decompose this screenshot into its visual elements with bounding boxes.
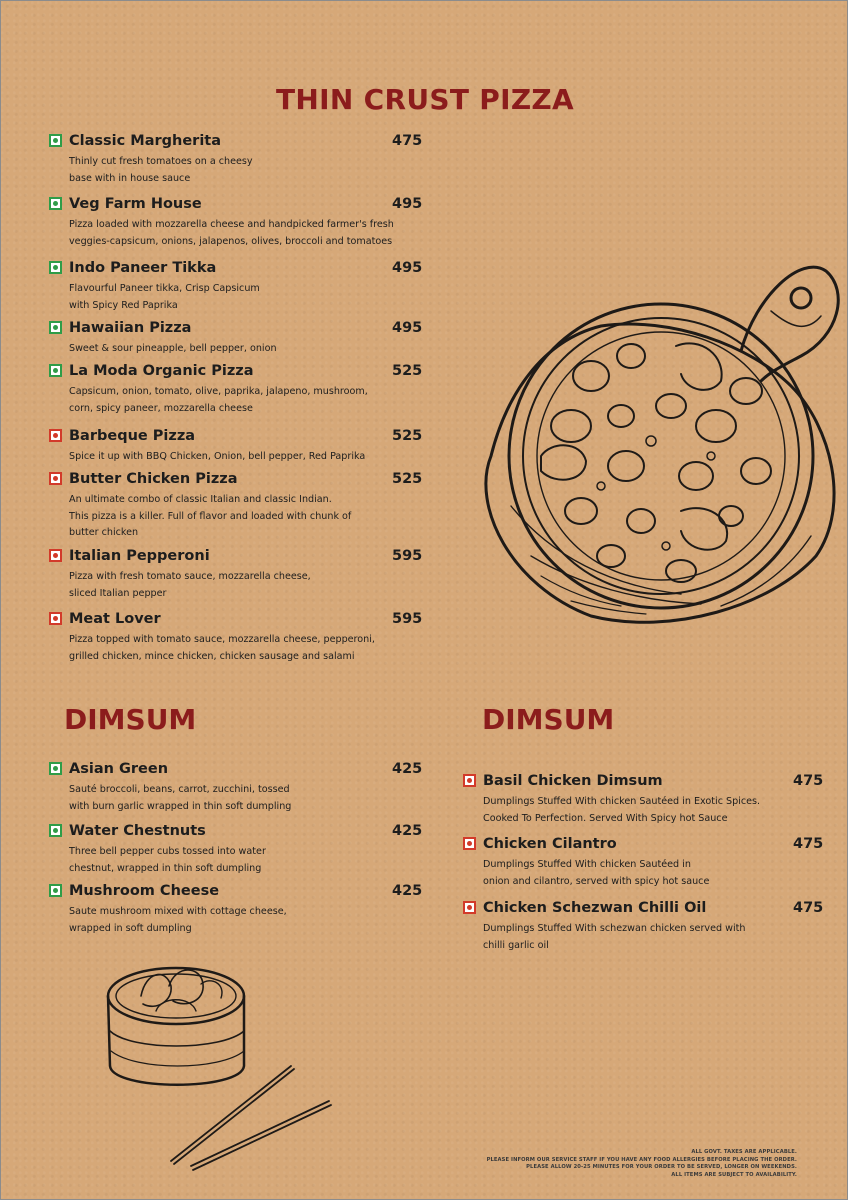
menu-item-description [69, 341, 277, 358]
menu-item-header [49, 428, 423, 448]
pizza-on-board-illustration [471, 256, 848, 638]
menu-item-header [49, 260, 423, 280]
menu-item-description-line: chestnut, wrapped in thin soft dumpling [69, 862, 262, 874]
menu-item-price: 475 [793, 900, 824, 916]
menu-item-name: Classic Margherita [69, 133, 222, 149]
menu-item [49, 260, 423, 314]
non-veg-indicator-icon [49, 472, 62, 485]
menu-item-price: 495 [392, 196, 423, 212]
menu-item-description-line: grilled chicken, mince chicken, chicken sausage and salami [69, 650, 355, 662]
menu-item-name: Mushroom Cheese [69, 883, 220, 899]
menu-item [49, 761, 423, 815]
menu-item-price: 495 [392, 320, 423, 336]
menu-item-price: 595 [392, 548, 423, 564]
menu-item-description [69, 904, 287, 937]
menu-item-price: 525 [392, 471, 423, 487]
menu-item [463, 836, 824, 890]
veg-indicator-icon [49, 321, 62, 334]
menu-item-description-line: Sauté broccoli, beans, carrot, zucchini, tossed [69, 784, 290, 795]
section-title-dimsum-nonveg: DIMSUM [482, 703, 615, 736]
menu-item [463, 900, 824, 954]
non-veg-indicator-icon [463, 901, 476, 914]
menu-item [49, 363, 423, 417]
menu-item-price: 495 [392, 260, 423, 276]
non-veg-indicator-icon [49, 549, 62, 562]
menu-item-description-line: onion and cilantro, served with spicy hot sauce [483, 875, 710, 887]
veg-indicator-icon [49, 197, 62, 210]
menu-item [463, 773, 824, 827]
menu-item-description-line: Flavourful Paneer tikka, Crisp Capsicum [69, 283, 260, 294]
menu-item-description-line: Pizza loaded with mozzarella cheese and handpicked farmer's fresh [69, 219, 394, 230]
menu-item [49, 471, 423, 542]
menu-item-description [69, 217, 394, 250]
menu-item-name: Water Chestnuts [69, 823, 206, 839]
menu-item-description-line: Dumplings Stuffed With schezwan chicken served with [483, 923, 746, 934]
menu-item-price: 595 [392, 611, 423, 627]
section-title-dimsum-veg: DIMSUM [64, 703, 197, 736]
veg-indicator-icon [49, 762, 62, 775]
menu-item-description [69, 844, 266, 877]
footer-notes [487, 1149, 797, 1179]
veg-indicator-icon [49, 134, 62, 147]
menu-item [49, 320, 423, 358]
menu-item [49, 196, 423, 250]
menu-item-name: Basil Chicken Dimsum [483, 773, 663, 789]
menu-item-description [69, 569, 311, 602]
menu-item-header [49, 196, 423, 216]
menu-item-description [483, 794, 760, 827]
non-veg-indicator-icon [463, 837, 476, 850]
footer-note-line: PLEASE ALLOW 20-25 MINUTES FOR YOUR ORDER TO BE SERVED, LONGER ON WEEKENDS. [526, 1164, 797, 1171]
menu-item-description-line: Sweet & sour pineapple, bell pepper, onion [69, 343, 277, 354]
menu-item-description-line: chilli garlic oil [483, 939, 549, 951]
menu-item-description-line: butter chicken [69, 527, 139, 538]
menu-item-description-line: Spice it up with BBQ Chicken, Onion, bell pepper, Red Paprika [69, 451, 366, 462]
menu-item-price: 425 [392, 883, 423, 899]
menu-item-price: 525 [392, 363, 423, 379]
menu-item-description-line: Saute mushroom mixed with cottage cheese, [69, 906, 287, 917]
menu-item-name: La Moda Organic Pizza [69, 363, 254, 379]
menu-item-description-line: sliced Italian pepper [69, 587, 167, 599]
menu-item-description-line: Dumplings Stuffed With chicken Sautéed in [483, 859, 691, 870]
menu-item-header [463, 836, 824, 856]
menu-item-price: 475 [392, 133, 423, 149]
menu-item-description-line: Cooked To Perfection. Served With Spicy hot Sauce [483, 812, 728, 824]
menu-item-description [483, 857, 709, 890]
footer-note-line: ALL ITEMS ARE SUBJECT TO AVAILABILITY. [671, 1171, 797, 1178]
footer-note-line: PLEASE INFORM OUR SERVICE STAFF IF YOU HAVE ANY FOOD ALLERGIES BEFORE PLACING THE ORDER. [486, 1156, 797, 1163]
menu-item-description [69, 449, 365, 466]
menu-item-price: 425 [392, 823, 423, 839]
veg-indicator-icon [49, 824, 62, 837]
section-title-pizza: THIN CRUST PIZZA [275, 83, 574, 116]
menu-item-description-line: This pizza is a killer. Full of flavor and loaded with chunk of [69, 510, 352, 522]
menu-item-header [463, 900, 824, 920]
menu-item [49, 823, 423, 877]
menu-item-header [49, 133, 423, 153]
menu-item-name: Butter Chicken Pizza [69, 471, 238, 487]
menu-item [49, 883, 423, 937]
menu-item-description-line: wrapped in soft dumpling [69, 922, 192, 934]
menu-item-name: Meat Lover [69, 611, 161, 627]
menu-item-description [69, 782, 291, 815]
menu-item-description-line: Capsicum, onion, tomato, olive, paprika, jalapeno, mushroom, [69, 386, 368, 397]
menu-item-description-line: base with in house sauce [69, 172, 191, 184]
menu-item-price: 525 [392, 428, 423, 444]
veg-indicator-icon [49, 364, 62, 377]
menu-item-description-line: veggies-capsicum, onions, jalapenos, olives, broccoli and tomatoes [69, 235, 393, 247]
menu-item [49, 548, 423, 602]
veg-indicator-icon [49, 884, 62, 897]
menu-item-header [463, 773, 824, 793]
menu-item-header [49, 883, 423, 903]
menu-item [49, 611, 423, 665]
menu-item-description-line: An ultimate combo of classic Italian and classic Indian. [69, 494, 332, 505]
menu-item-price: 475 [793, 773, 824, 789]
menu-item-description-line: corn, spicy paneer, mozzarella cheese [69, 402, 253, 414]
menu-item-header [49, 320, 423, 340]
menu-item-description [483, 921, 745, 954]
menu-item-header [49, 823, 423, 843]
menu-item-name: Barbeque Pizza [69, 428, 196, 444]
menu-item-description-line: Thinly cut fresh tomatoes on a cheesy [69, 156, 253, 167]
menu-item-name: Italian Pepperoni [69, 548, 210, 564]
menu-item-description [69, 384, 368, 417]
menu-item-description-line: Pizza topped with tomato sauce, mozzarella cheese, pepperoni, [69, 634, 375, 645]
non-veg-indicator-icon [463, 774, 476, 787]
menu-item-description [69, 154, 253, 187]
menu-item-header [49, 548, 423, 568]
menu-item-description [69, 281, 260, 314]
non-veg-indicator-icon [49, 429, 62, 442]
menu-item-name: Chicken Cilantro [483, 836, 617, 852]
menu-item-name: Indo Paneer Tikka [69, 260, 217, 276]
menu-item-name: Veg Farm House [69, 196, 202, 212]
menu-item-description [69, 492, 351, 542]
menu-item-header [49, 471, 423, 491]
menu-item-description-line: with Spicy Red Paprika [69, 299, 178, 311]
menu-item-header [49, 761, 423, 781]
menu-item-description-line: Three bell pepper cubs tossed into water [69, 846, 266, 857]
menu-item-name: Hawaiian Pizza [69, 320, 192, 336]
menu-item-description [69, 632, 375, 665]
menu-item-description-line: Dumplings Stuffed With chicken Sautéed in Exotic Spices. [483, 796, 761, 807]
dimsum-steamer-illustration [101, 956, 341, 1175]
menu-item [49, 428, 423, 466]
veg-indicator-icon [49, 261, 62, 274]
menu-item-name: Chicken Schezwan Chilli Oil [483, 900, 707, 916]
menu-item-description-line: Pizza with fresh tomato sauce, mozzarella cheese, [69, 571, 311, 582]
menu-item-name: Asian Green [69, 761, 169, 777]
menu-item-price: 425 [392, 761, 423, 777]
non-veg-indicator-icon [49, 612, 62, 625]
footer-note-line: ALL GOVT. TAXES ARE APPLICABLE. [691, 1149, 797, 1155]
menu-item-price: 475 [793, 836, 824, 852]
menu-item [49, 133, 423, 187]
menu-item-description-line: with burn garlic wrapped in thin soft dumpling [69, 800, 292, 812]
menu-item-header [49, 611, 423, 631]
menu-item-header [49, 363, 423, 383]
